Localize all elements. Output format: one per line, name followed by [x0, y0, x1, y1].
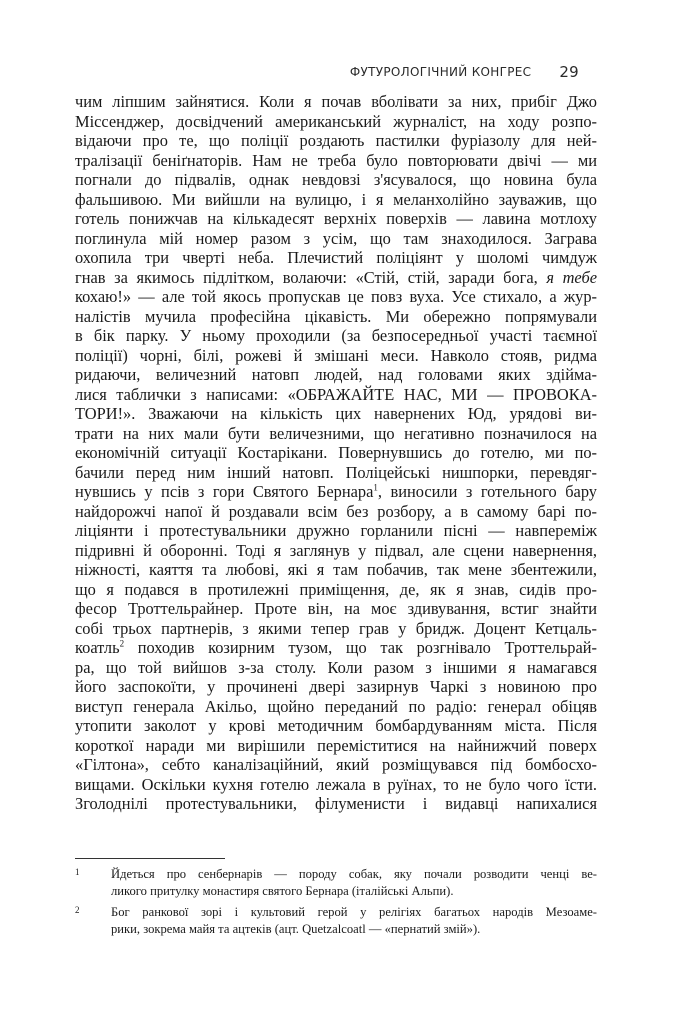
text-segment: гнав за якимось підлітком, волаючи: «Стій, стій, заради бога, — [75, 267, 547, 287]
text-line: поглинула мій номер разом з усім, що там знаходилося. Заграва — [75, 228, 597, 248]
footnote-marker: 2 — [75, 905, 80, 915]
text-line: поліції) чорні, білі, рожеві й змішані меси. Навколо стояв, ридма — [75, 345, 597, 365]
text-line: ридаючи, величезний натовп людей, над головами яких здійма- — [75, 365, 597, 384]
text-line: лися таблички з написами: «ОБРАЖАЙТЕ НАС, МИ — ПРОВОКА- — [75, 384, 597, 404]
text-line: Зголоднілі протестувальники, філуменисти і видавці напихалися — [75, 794, 597, 813]
text-segment: походив козирним тузом, що так розгнівало Троттельрай- — [124, 638, 597, 657]
text-line: фесор Троттельрайнер. Проте він, на моє здивування, встиг знайти — [75, 599, 597, 618]
text-line: «Гілтона», себто каналізаційний, який розміщувався під бомбосхо- — [75, 755, 597, 774]
footnote-line: Бог ранкової зорі і культовий герой у релігіях багатьох народів Мезоаме- — [111, 905, 597, 919]
text-line: бачили перед ним інший натовп. Поліцейські нишпорки, перевдяг- — [75, 462, 597, 482]
text-line: погнали до підвалів, однак невдовзі з'ясувалося, що новина була — [75, 170, 597, 189]
italic-phrase: я тебе — [546, 267, 598, 287]
footnotes — [75, 866, 597, 942]
text-line: вищами. Оскільки кухня готелю лежала в руїнах, то не було чого їсти. — [75, 774, 597, 794]
footnote-reference-1[interactable]: 1 — [373, 482, 378, 493]
text-line: найдорожчі напої й роздавали всім без розбору, а в самому барі по- — [75, 501, 597, 521]
text-line — [75, 638, 597, 658]
text-line: виступ генерала Акільо, щойно переданий по радіо: генерал обіцяв — [75, 696, 597, 716]
text-line: чим ліпшим зайнятися. Коли я почав вболівати за них, прибіг Джо — [75, 92, 597, 111]
text-line: охопила три чверті неба. Плечистий поліціянт у шоломі чимдуж — [75, 248, 597, 267]
text-line: утопити заколот у крові методичним бомбардуванням міста. Після — [75, 716, 597, 735]
page-number: 29 — [559, 63, 579, 81]
text-line: кохаю!» — але той якось пропускав це повз вуха. Усе стихало, а жур- — [75, 287, 597, 306]
text-segment: коатль — [75, 638, 120, 657]
footnote-divider — [75, 858, 225, 859]
footnote-marker: 1 — [75, 867, 80, 877]
text-line: ТОРИ!». Зважаючи на кількість цих навернених Юд, урядові ви- — [75, 404, 597, 423]
footnote-line: Йдеться про сенбернарів — породу собак, яку почали розводити ченці ве- — [111, 867, 597, 881]
text-line: його заспокоїти, у прочинені двері зазирнув Чаркі з новиною про — [75, 677, 597, 696]
text-line: що я подався в протилежні приміщення, де, як я знав, сидів про- — [75, 579, 597, 599]
text-line — [75, 482, 597, 502]
footnote-line: ликого притулку монастиря святого Бернара (італійські Альпи). — [111, 884, 454, 898]
text-line: ліціянти і протестувальники дружно горланили пісні — навпереміж — [75, 521, 597, 540]
text-line — [75, 268, 597, 288]
footnote-2 — [75, 904, 597, 938]
footnote-reference-2[interactable]: 2 — [119, 638, 125, 649]
text-segment: нувшись у псів з гори Святого Бернара — [75, 482, 374, 501]
text-line: короткої наради ми вирішили переміститися на найнижчий поверх — [75, 735, 597, 755]
text-line: готель понижчав на кількадесят верхніх поверхів — лавина мотлоху — [75, 209, 597, 228]
text-line: в бік парку. У ньому проходили (за безпосередньої участі таємної — [75, 326, 597, 345]
running-title: ФУТУРОЛОГІЧНИЙ КОНГРЕС — [349, 65, 532, 79]
text-segment: , виносили з готельного бару — [377, 482, 598, 501]
footnote-line: рики, зокрема майя та ацтеків (ацт. Quetzalcoatl — «пернатий змій»). — [111, 922, 481, 936]
footnote-1 — [75, 866, 597, 900]
text-line: собі трьох партнерів, з якими тепер грав у бридж. Доцент Кетцаль- — [75, 618, 597, 638]
text-line: трати на них мали бути величезними, що негативно позначилося на — [75, 423, 597, 443]
text-line: підривні й оборонні. Тоді я заглянув у підвал, але сцени навернення, — [75, 540, 597, 560]
text-line: відаючи про те, що поліції роздають пастилки фуріазолу для ней- — [75, 131, 597, 150]
text-line: Міссенджер, досвідчений американський журналіст, на ходу розпо- — [75, 111, 597, 131]
text-line: ніжності, каяття та любові, які я там побачив, так мене збентежили, — [75, 560, 597, 579]
text-line: ра, що той вийшов з-за столу. Коли разом з іншими я намагався — [75, 657, 597, 677]
text-line: фальшивою. Ми вийшли на вулицю, і я меланхолійно зауважив, що — [75, 189, 597, 209]
text-line: налістів мучила професійна цікавість. Ми обережно попрямували — [75, 306, 597, 326]
text-line: економічній ситуації Костарікани. Повернувшись до готелю, ми по- — [75, 443, 597, 462]
body-text — [75, 92, 597, 814]
running-header — [350, 62, 579, 80]
text-line: тралізації беніґнаторів. Нам не треба було повторювати двічі — ми — [75, 150, 597, 170]
